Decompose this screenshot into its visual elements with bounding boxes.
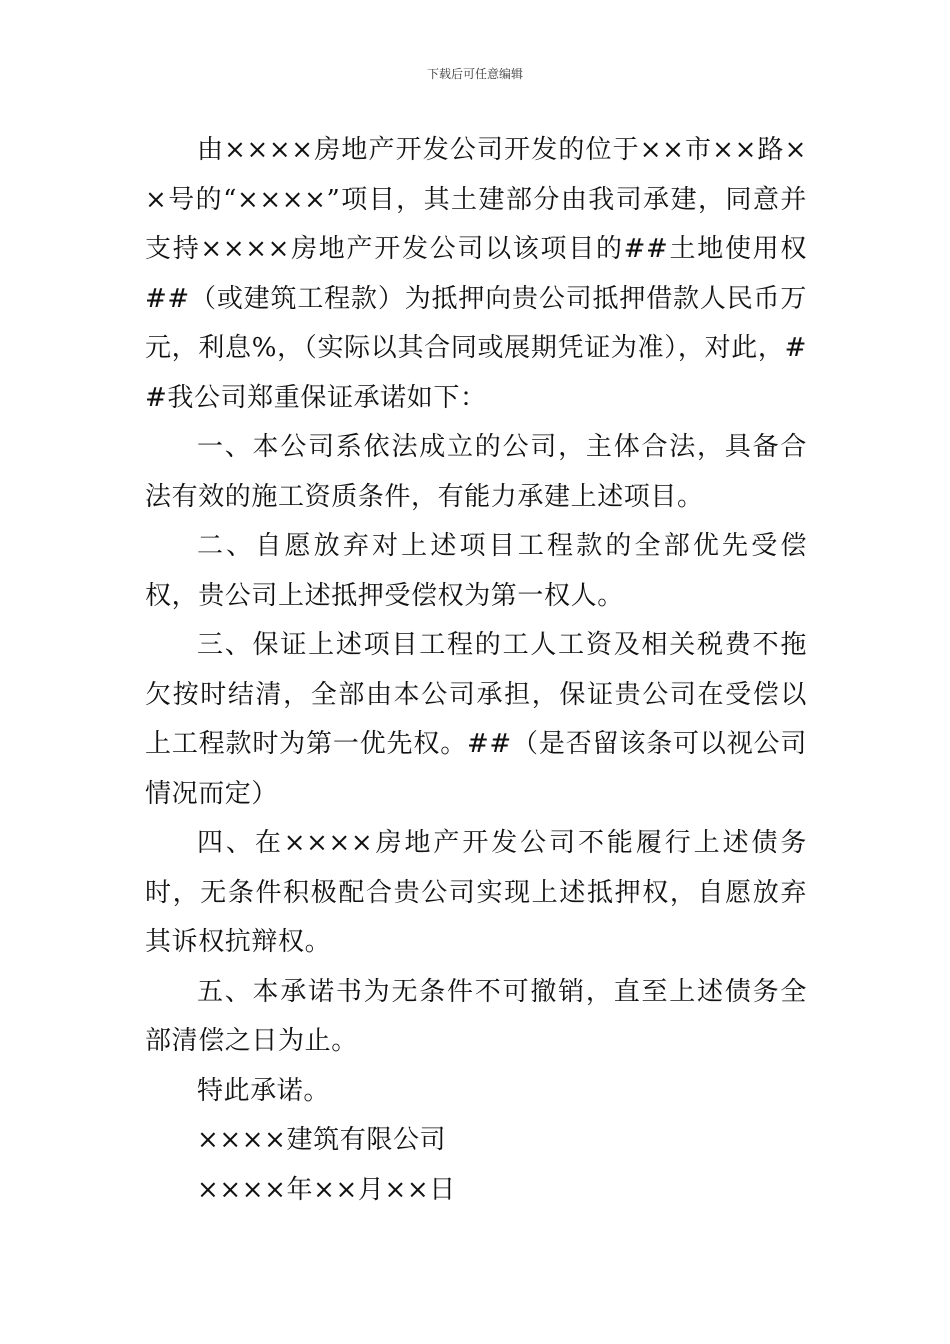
document-body	[145, 126, 807, 1215]
commitment-clause-5: 五、本承诺书为无条件不可撤销，直至上述债务全部清偿之日为止。	[145, 976, 807, 1056]
commitment-clause-3: 三、保证上述项目工程的工人工资及相关税费不拖欠按时结清，全部由本公司承担，保证贵公司在受偿以上工程款时为第一优先权。##（是否留该条可以视公司情况而定）	[145, 630, 807, 809]
signature-date: ××××年××月××日	[197, 1174, 456, 1205]
intro-paragraph: 由××××房地产开发公司开发的位于××市××路××号的“××××”项目，其土建部分由我司承建，同意并支持××××房地产开发公司以该项目的##土地使用权##（或建筑工程款）为抵押向贵公司抵押借款人民币万元，利息%，（实际以其合同或展期凭证为准），对此，##我公司郑重保证承诺如下：	[145, 135, 807, 413]
page-header-note: 下载后可任意编辑	[426, 67, 523, 81]
commitment-clause-4: 四、在××××房地产开发公司不能履行上述债务时，无条件积极配合贵公司实现上述抵押权，自愿放弃其诉权抗辩权。	[145, 828, 807, 957]
commitment-clause-1: 一、本公司系依法成立的公司，主体合法，具备合法有效的施工资质条件，有能力承建上述项目。	[145, 432, 807, 512]
signature-company: ××××建筑有限公司	[197, 1125, 447, 1155]
commitment-clause-2: 二、自愿放弃对上述项目工程款的全部优先受偿权，贵公司上述抵押受偿权为第一权人。	[145, 531, 807, 611]
closing-statement: 特此承诺。	[197, 1075, 331, 1106]
